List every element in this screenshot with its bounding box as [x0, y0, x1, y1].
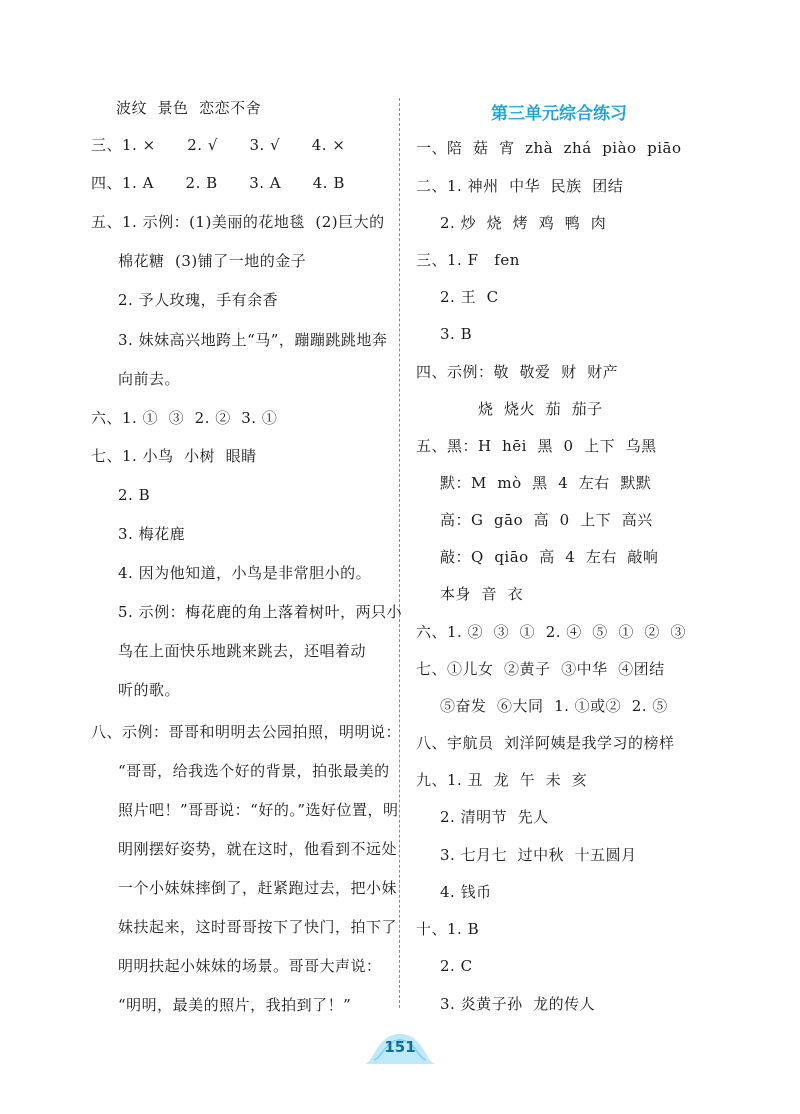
answer-line: 2. 王 C — [440, 288, 499, 306]
answer-line: 照片吧！”哥哥说：“好的。”选好位置，明 — [118, 801, 399, 819]
answer-line: 八、示例：哥哥和明明去公园拍照，明明说： — [91, 723, 402, 741]
answer-line: 5. 示例：梅花鹿的角上落着树叶，两只小 — [118, 603, 403, 621]
answer-line: 2. C — [440, 957, 473, 975]
answer-line: 棉花糖 (3)铺了一地的金子 — [118, 252, 307, 270]
answer-line: 2. B — [118, 486, 151, 504]
answer-line: 敲：Q qiāo 高 4 左右 敲响 — [440, 548, 659, 566]
answer-line: 妹扶起来，这时哥哥按下了快门，拍下了 — [118, 918, 398, 936]
answer-line: “哥哥，给我选个好的背景，拍张最美的 — [118, 762, 390, 780]
answer-line: 七、1. 小鸟 小树 眼睛 — [91, 447, 257, 465]
answer-line: 六、1. ① ③ 2. ② 3. ① — [91, 409, 278, 427]
answer-line: 四、1. A 2. B 3. A 4. B — [91, 174, 345, 192]
answer-line: 本身 音 衣 — [440, 585, 524, 603]
answer-line: 3. B — [440, 325, 473, 343]
answer-line: 烧 烧火 茄 茄子 — [478, 400, 603, 418]
answer-line: 四、示例：敬 敬爱 财 财产 — [416, 363, 619, 381]
answer-line: 3. 梅花鹿 — [118, 525, 186, 543]
answer-line: 三、1. F fen — [416, 251, 520, 269]
answer-line: 3. 妹妹高兴地跨上“马”，蹦蹦跳跳地奔 — [118, 331, 388, 349]
answer-line: 3. 七月七 过中秋 十五圆月 — [440, 846, 637, 864]
answer-line: 一、陪 菇 宵 zhà zhá piào piāo — [416, 139, 682, 157]
page-number-tab — [364, 1030, 436, 1064]
answer-line: 九、1. 丑 龙 午 未 亥 — [416, 771, 588, 789]
column-divider — [399, 98, 400, 1008]
page-number: 151 — [384, 1038, 416, 1056]
answer-line: 2. 予人玫瑰，手有余香 — [118, 291, 279, 309]
answer-line: 八、宇航员 刘洋阿姨是我学习的榜样 — [416, 734, 675, 752]
answer-line: “明明，最美的照片，我拍到了！” — [118, 996, 352, 1014]
answer-line: 2. 炒 烧 烤 鸡 鸭 肉 — [440, 214, 607, 232]
answer-line: 明刚摆好姿势，就在这时，他看到不远处 — [118, 840, 398, 858]
answer-line: 4. 因为他知道，小鸟是非常胆小的。 — [118, 564, 372, 582]
answer-line: 3. 炎黄子孙 龙的传人 — [440, 995, 596, 1013]
answer-line: 五、1. 示例：(1)美丽的花地毯 (2)巨大的 — [91, 213, 385, 231]
answer-line: 五、黑：H hēi 黑 0 上下 乌黑 — [416, 437, 657, 455]
answer-line: 默：M mò 黑 4 左右 默默 — [440, 474, 652, 492]
answer-line: 明明扶起小妹妹的场景。哥哥大声说： — [118, 957, 382, 975]
section-title: 第三单元综合练习 — [491, 104, 627, 124]
answer-line: 七、①儿女 ②黄子 ③中华 ④团结 — [416, 660, 665, 678]
answer-line: 鸟在上面快乐地跳来跳去，还唱着动 — [118, 642, 367, 660]
answer-line: 六、1. ② ③ ① 2. ④ ⑤ ① ② ③ — [416, 623, 686, 641]
answer-line: 十、1. B — [416, 920, 480, 938]
answer-line: 4. 钱币 — [440, 883, 492, 901]
answer-line: 一个小妹妹摔倒了，赶紧跑过去，把小妹 — [118, 879, 398, 897]
answer-line: ⑤奋发 ⑥大同 1. ①或② 2. ⑤ — [440, 697, 668, 715]
answer-line: 波纹 景色 恋恋不舍 — [116, 99, 262, 117]
answer-line: 二、1. 神州 中华 民族 团结 — [416, 177, 624, 195]
answer-line: 向前去。 — [118, 370, 181, 388]
answer-line: 三、1. × 2. √ 3. √ 4. × — [91, 136, 346, 154]
answer-line: 2. 清明节 先人 — [440, 808, 549, 826]
answer-line: 听的歌。 — [118, 681, 181, 699]
answer-line: 高：G gāo 高 0 上下 高兴 — [440, 511, 653, 529]
